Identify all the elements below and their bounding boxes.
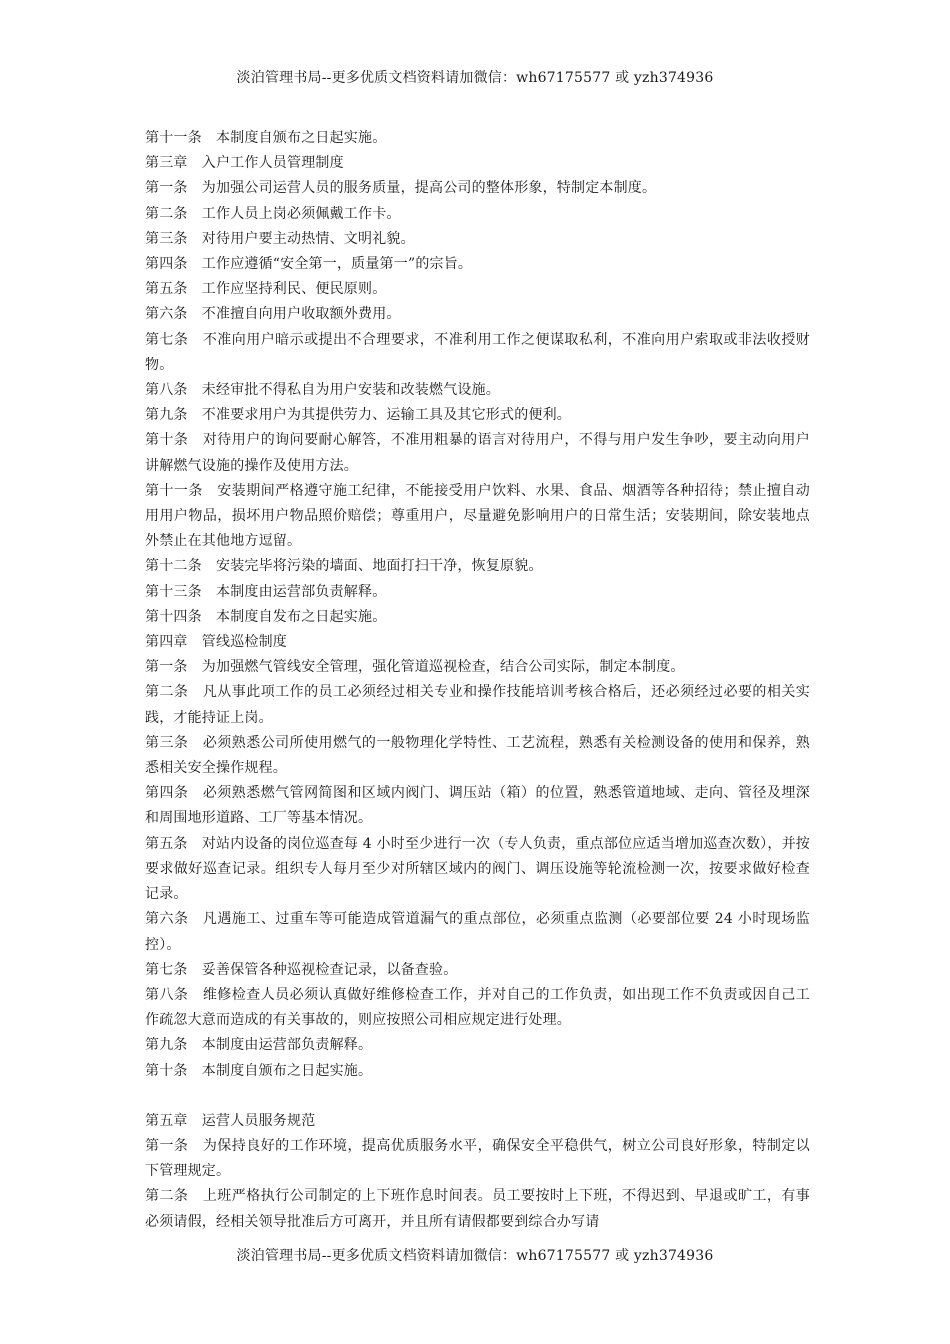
paragraph: 第二条 凡从事此项工作的员工必须经过相关专业和操作技能培训考核合格后，还必须经过必要的相关实践，才能持证上岗。 bbox=[145, 684, 810, 726]
paragraph: 第十条 本制度自颁布之日起实施。 bbox=[145, 1062, 373, 1079]
paragraph: 第六条 不准擅自向用户收取额外费用。 bbox=[145, 306, 401, 323]
paragraph: 第七条 妥善保管各种巡视检查记录，以备查验。 bbox=[145, 961, 458, 978]
paragraph: 第十三条 本制度由运营部负责解释。 bbox=[145, 583, 387, 600]
page-footer: 淡泊管理书局--更多优质文档资料请加微信：wh67175577 或 yzh374936 bbox=[236, 1248, 714, 1264]
paragraph: 第八条 维修检查人员必须认真做好维修检查工作，并对自己的工作负责，如出现工作不负责或因自己工作疏忽大意而造成的有关事故的，则应按照公司相应规定进行处理。 bbox=[145, 986, 810, 1029]
paragraph: 第三条 对待用户要主动热情、文明礼貌。 bbox=[145, 230, 415, 247]
paragraph: 第十四条 本制度自发布之日起实施。 bbox=[145, 608, 387, 625]
chapter-heading: 第五章 运营人员服务规范 bbox=[145, 1112, 316, 1129]
blank-line bbox=[145, 1084, 810, 1109]
paragraph: 第二条 工作人员上岗必须佩戴工作卡。 bbox=[145, 205, 401, 222]
paragraph: 第一条 为保持良好的工作环境，提高优质服务水平，确保安全平稳供气，树立公司良好形象，特制定以下管理规定。 bbox=[145, 1137, 810, 1180]
document-body bbox=[145, 126, 810, 1235]
paragraph: 第一条 为加强公司运营人员的服务质量，提高公司的整体形象，特制定本制度。 bbox=[145, 180, 657, 197]
chapter-heading: 第三章 入户工作人员管理制度 bbox=[145, 155, 344, 172]
paragraph: 第四条 工作应遵循“安全第一，质量第一”的宗旨。 bbox=[145, 256, 473, 273]
paragraph: 第一条 为加强燃气管线安全管理，强化管道巡视检查，结合公司实际，制定本制度。 bbox=[145, 659, 685, 676]
page-header: 淡泊管理书局--更多优质文档资料请加微信：wh67175577 或 yzh374936 bbox=[236, 70, 714, 86]
paragraph: 第十一条 本制度自颁布之日起实施。 bbox=[145, 130, 387, 146]
paragraph: 第六条 凡遇施工、过重车等可能造成管道漏气的重点部位，必须重点监测（必要部位要 24 小时现场监控）。 bbox=[145, 911, 810, 953]
paragraph: 第九条 不准要求用户为其提供劳力、运输工具及其它形式的便利。 bbox=[145, 407, 571, 424]
paragraph: 第二条 上班严格执行公司制定的上下班作息时间表。员工要按时上下班，不得迟到、早退或旷工，有事必须请假，经相关领导批准后方可离开，并且所有请假都要到综合办写请 bbox=[145, 1188, 810, 1230]
paragraph: 第十条 对待用户的询问要耐心解答，不准用粗暴的语言对待用户，不得与用户发生争吵，要主动向用户讲解燃气设施的操作及使用方法。 bbox=[145, 432, 810, 474]
paragraph: 第八条 未经审批不得私自为用户安装和改装燃气设施。 bbox=[145, 382, 500, 399]
paragraph: 第五条 工作应坚持利民、便民原则。 bbox=[145, 281, 387, 298]
paragraph: 第九条 本制度由运营部负责解释。 bbox=[145, 1037, 373, 1054]
paragraph: 第十二条 安装完毕将污染的墙面、地面打扫干净，恢复原貌。 bbox=[145, 558, 543, 575]
chapter-heading: 第四章 管线巡检制度 bbox=[145, 634, 287, 651]
paragraph: 第五条 对站内设备的岗位巡查每 4 小时至少进行一次（专人负责，重点部位应适当增加巡查次数），并按要求做好巡查记录。组织专人每月至少对所辖区域内的阀门、调压设施等轮流检测一次，按要求做好检查记录。 bbox=[145, 835, 810, 903]
paragraph: 第三条 必须熟悉公司所使用燃气的一般物理化学特性、工艺流程，熟悉有关检测设备的使用和保养，熟悉相关安全操作规程。 bbox=[145, 734, 810, 777]
paragraph: 第十一条 安装期间严格遵守施工纪律，不能接受用户饮料、水果、食品、烟酒等各种招待；禁止擅自动用用户物品，损坏用户物品照价赔偿；尊重用户，尽量避免影响用户的日常生活；安装期间，除安装地点外禁止在其他地方逗留。 bbox=[145, 482, 810, 550]
paragraph: 第七条 不准向用户暗示或提出不合理要求，不准利用工作之便谋取私利，不准向用户索取或非法收授财物。 bbox=[145, 331, 810, 373]
paragraph: 第四条 必须熟悉燃气管网简图和区域内阀门、调压站（箱）的位置，熟悉管道地域、走向、管径及埋深和周围地形道路、工厂等基本情况。 bbox=[145, 785, 810, 827]
